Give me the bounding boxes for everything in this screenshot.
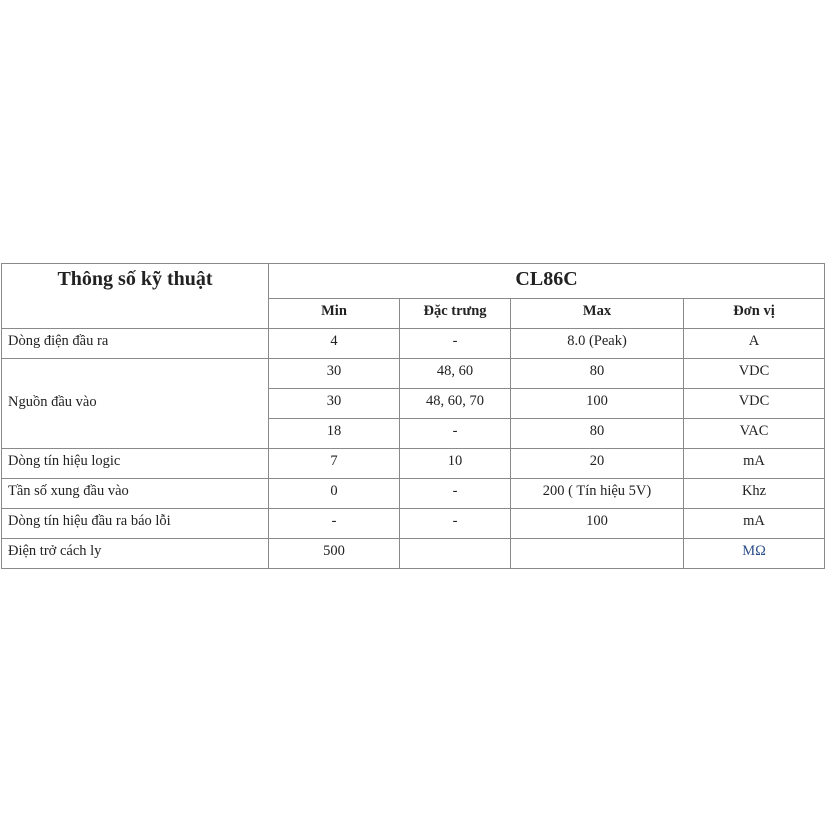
- row-label-input-pulse-frequency: Tần số xung đầu vào: [2, 479, 269, 509]
- col-min-header: Min: [269, 299, 400, 329]
- cell-max: 100: [511, 509, 684, 539]
- model-name: CL86C: [515, 268, 578, 290]
- cell-unit: A: [684, 329, 825, 359]
- table-row: [2, 359, 825, 389]
- cell-typical: 10: [400, 449, 511, 479]
- row-label-fault-output-current: Dòng tín hiệu đầu ra báo lỗi: [2, 509, 269, 539]
- cell-max: 200 ( Tín hiệu 5V): [511, 479, 684, 509]
- table-row: [2, 479, 825, 509]
- cell-unit: mA: [684, 449, 825, 479]
- cell-unit: mA: [684, 509, 825, 539]
- cell-min: 30: [269, 359, 400, 389]
- cell-unit: MΩ: [684, 539, 825, 569]
- cell-max: 100: [511, 389, 684, 419]
- row-label-isolation-resistance: Điện trở cách ly: [2, 539, 269, 569]
- cell-min: 4: [269, 329, 400, 359]
- cell-typical: -: [400, 329, 511, 359]
- col-unit-header: Đơn vị: [684, 299, 825, 329]
- model-cell: [269, 264, 825, 299]
- table-row: [2, 539, 825, 569]
- row-label-logic-signal-current: Dòng tín hiệu logic: [2, 449, 269, 479]
- cell-min: 18: [269, 419, 400, 449]
- cell-min: -: [269, 509, 400, 539]
- table-row: [2, 449, 825, 479]
- row-label-output-current: Dòng điện đầu ra: [2, 329, 269, 359]
- cell-typical: -: [400, 479, 511, 509]
- header-row: [2, 264, 825, 299]
- cell-typical: -: [400, 509, 511, 539]
- cell-min: 7: [269, 449, 400, 479]
- cell-typical: 48, 60: [400, 359, 511, 389]
- cell-max: 80: [511, 419, 684, 449]
- cell-min: 500: [269, 539, 400, 569]
- cell-unit: VAC: [684, 419, 825, 449]
- cell-max: [511, 539, 684, 569]
- cell-min: 0: [269, 479, 400, 509]
- table-title: Thông số kỹ thuật: [57, 268, 213, 290]
- cell-max: 20: [511, 449, 684, 479]
- cell-max: 80: [511, 359, 684, 389]
- spec-table: [1, 263, 825, 569]
- col-max-header: Max: [511, 299, 684, 329]
- cell-unit: Khz: [684, 479, 825, 509]
- table-row: [2, 509, 825, 539]
- cell-max: 8.0 (Peak): [511, 329, 684, 359]
- cell-typical: 48, 60, 70: [400, 389, 511, 419]
- table-row: [2, 329, 825, 359]
- cell-typical: [400, 539, 511, 569]
- table-title-cell: [2, 264, 269, 329]
- row-label-input-power: Nguồn đầu vào: [2, 359, 269, 449]
- col-typical-header: Đặc trưng: [400, 299, 511, 329]
- cell-typical: -: [400, 419, 511, 449]
- cell-unit: VDC: [684, 359, 825, 389]
- cell-unit: VDC: [684, 389, 825, 419]
- cell-min: 30: [269, 389, 400, 419]
